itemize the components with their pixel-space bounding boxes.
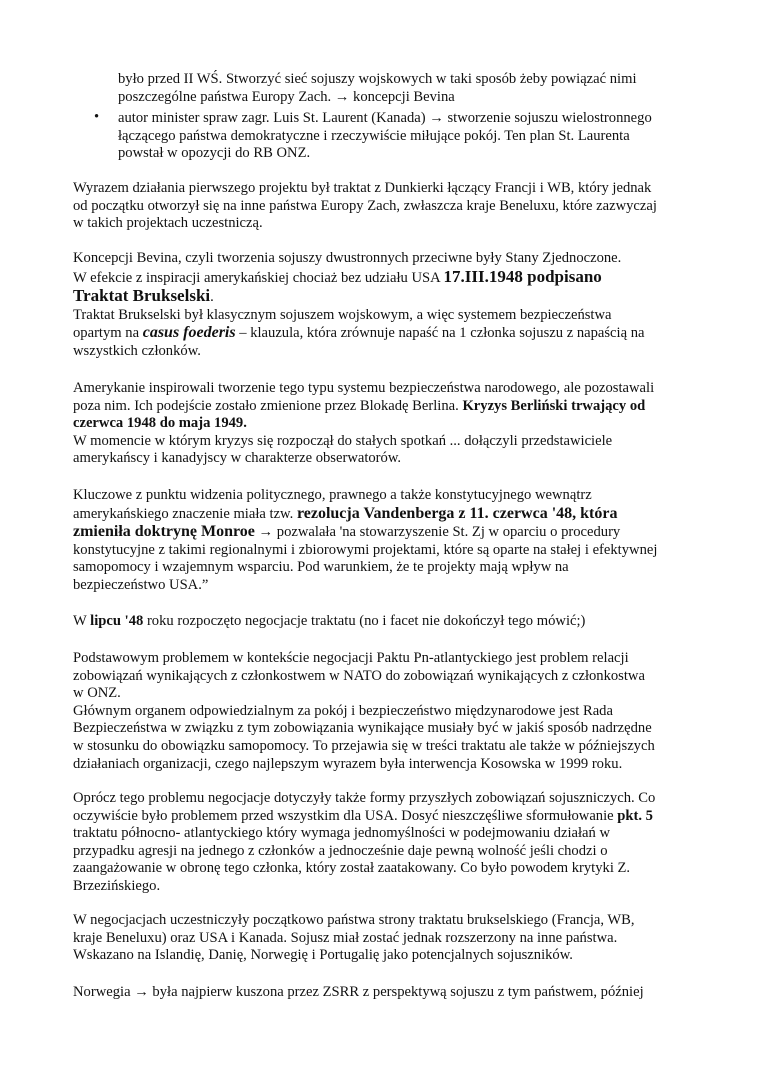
text-line: kraje Beneluxu) oraz USA i Kanada. Sojusz miał zostać jednak rozszerzony na inne państwa.: [73, 929, 618, 946]
text-run: amerykańskiego znaczenie miała tzw.: [73, 505, 297, 522]
paragraph: [73, 380, 693, 468]
text-line: zobowiązań wynikających z członkostwem w NATO do zobowiązań wynikających z członkostwa: [73, 667, 645, 684]
bullet-item: [118, 110, 708, 163]
text-line: traktatu północno- atlantyckiego który wymaga jednomyślności w podejmowaniu działań w: [73, 825, 610, 842]
text-line: było przed II WŚ. Stworzyć sieć sojuszy wojskowych w taki sposób żeby powiązać nimi: [118, 71, 637, 87]
text-line: Podstawowym problemem w kontekście negocjacji Paktu Pn-atlantyckiego jest problem relacji: [73, 650, 629, 666]
text-line: wszystkich członków.: [73, 342, 201, 359]
casus-foederis-term: casus foederis: [142, 324, 236, 342]
text-line: przypadku agresji na jednego z członków a jednocześnie daje pewną wolność jeśli chodzi o: [73, 842, 608, 859]
text-line: amerykańscy i kanadyjscy w charakterze obserwatorów.: [73, 450, 402, 467]
paragraph: [73, 180, 693, 233]
text-line: [73, 613, 693, 631]
text-line: Koncepcji Bevina, czyli tworzenia sojuszy dwustronnych przeciwne były Stany Zjednoczone.: [73, 250, 622, 266]
text-line: [73, 523, 693, 542]
paragraph: [73, 613, 693, 631]
paragraph: [73, 790, 693, 896]
text-line: Wskazano na Islandię, Danię, Norwegię i Portugalię jako potencjalnych sojuszników.: [73, 947, 573, 964]
text-line: Oprócz tego problemu negocjacje dotyczyły także formy przyszłych zobowiązań sojuszniczych. Co: [73, 790, 656, 806]
text-line: w stosunku do obowiązku samopomocy. To przejawia się w treści traktatu ale także w późniejszych: [73, 737, 655, 754]
treaty-name: Traktat Brukselski: [73, 286, 211, 306]
text-run: – klauzula, która zrównuje napaść na 1 członka sojuszu z napaścią na: [235, 325, 645, 342]
text-run: W: [73, 613, 91, 629]
text-run: poza nim. Ich podejście zostało zmienione przez Blokadę Berlina.: [73, 397, 463, 414]
text-line: samopomocy i wzajemnym wsparciu. Pod warunkiem, że te projekty mają wpływ na: [73, 559, 569, 576]
text-line: od początku otworzył się na inne państwa Europy Zach, zwłaszcza kraje Beneluxu, które zazwyczaj: [73, 197, 657, 214]
text-line: konstytucyjne z takimi regionalnymi i zbiorowymi projektami, które są oparte na stałej i efektywnej: [73, 541, 658, 558]
text-run: roku rozpoczęto negocjacje traktatu (no i facet nie dokończył tego mówić;): [143, 613, 586, 629]
text-run: oczywiście było problemem przed wszystkim dla USA. Dosyć nieszczęśliwe sformułowanie: [73, 807, 618, 824]
text-line: bezpieczeństwo USA.”: [73, 576, 209, 593]
paragraph: [73, 487, 693, 595]
paragraph: [73, 984, 693, 1002]
text-line: Wyrazem działania pierwszego projektu był traktat z Dunkierki łączący Francji i WB, który jednak: [73, 180, 652, 196]
bullet-marker: •: [94, 109, 100, 125]
vandenberg-resolution: rezolucja Vandenberga z 11. czerwca '48, która: [296, 504, 618, 522]
text-line: łączącego państwa demokratyczne i rzeczywiście miłujące pokój. Ten plan St. Laurenta: [118, 127, 630, 144]
text-line: [73, 398, 693, 416]
text-run: W efekcie z inspiracji amerykańskiej chociaż bez udziału USA: [73, 269, 444, 286]
text-line: powstał w opozycji do RB ONZ.: [118, 145, 311, 162]
text-line: Bezpieczeństwa w związku z tym zobowiązania wynikające musiały być w jakiś sposób nadrzędne: [73, 720, 652, 737]
text-line: [73, 287, 693, 307]
text-line: Norwegia → była najpierw kuszona przez ZSRR z perspektywą sojuszu z tym państwem, później: [73, 984, 644, 1000]
bullet-continuation: [118, 71, 708, 106]
text-line: [73, 268, 693, 288]
bold-run: Kryzys Berliński trwający od: [462, 397, 646, 414]
text-line: [73, 808, 693, 826]
paragraph: [73, 912, 693, 965]
text-line: autor minister spraw zagr. Luis St. Laurent (Kanada) → stworzenie sojuszu wielostronnego: [118, 110, 652, 126]
paragraph: [73, 250, 693, 361]
text-line: w ONZ.: [73, 685, 121, 702]
text-line: [73, 324, 693, 343]
text-line: zaangażowanie w obronę tego członka, który został zaatakowany. Co było powodem krytyki Z.: [73, 860, 631, 877]
text-run: → pozwalała 'na stowarzyszenie St. Zj w oparciu o procedury: [254, 524, 621, 541]
text-line: czerwca 1948 do maja 1949.: [73, 415, 247, 432]
text-line: W negocjacjach uczestniczyły początkowo państwa strony traktatu brukselskiego (Francja, WB,: [73, 912, 635, 928]
text-line: Amerykanie inspirowali tworzenie tego typu systemu bezpieczeństwa narodowego, ale pozostawali: [73, 380, 655, 396]
bold-run: lipcu '48: [90, 613, 144, 629]
treaty-date: 17.III.1948 podpisano: [443, 266, 602, 286]
text-line: poszczególne państwa Europy Zach. → koncepcji Bevina: [118, 88, 455, 105]
bold-run: pkt. 5: [617, 807, 653, 824]
text-run: opartym na: [73, 325, 143, 342]
text-line: w takich projektach uczestniczą.: [73, 215, 263, 232]
text-line: [73, 505, 693, 524]
text-line: Kluczowe z punktu widzenia politycznego, prawnego a także konstytucyjnego wewnątrz: [73, 487, 592, 503]
text-line: W momencie w którym kryzys się rozpoczął do stałych spotkań ... dołączyli przedstawiciele: [73, 432, 613, 449]
monroe-doctrine: zmieniła doktrynę Monroe: [73, 523, 255, 541]
paragraph: [73, 650, 693, 773]
text-line: Głównym organem odpowiedzialnym za pokój i bezpieczeństwo międzynarodowe jest Rada: [73, 702, 613, 719]
text-line: Traktat Brukselski był klasycznym sojuszem wojskowym, a więc systemem bezpieczeństwa: [73, 306, 612, 323]
text-line: działaniach organizacji, czego najlepszym wyrazem była interwencja Kosowska w 1999 roku.: [73, 755, 623, 772]
text-line: Brzezińskiego.: [73, 877, 161, 894]
text-run: .: [210, 289, 214, 306]
